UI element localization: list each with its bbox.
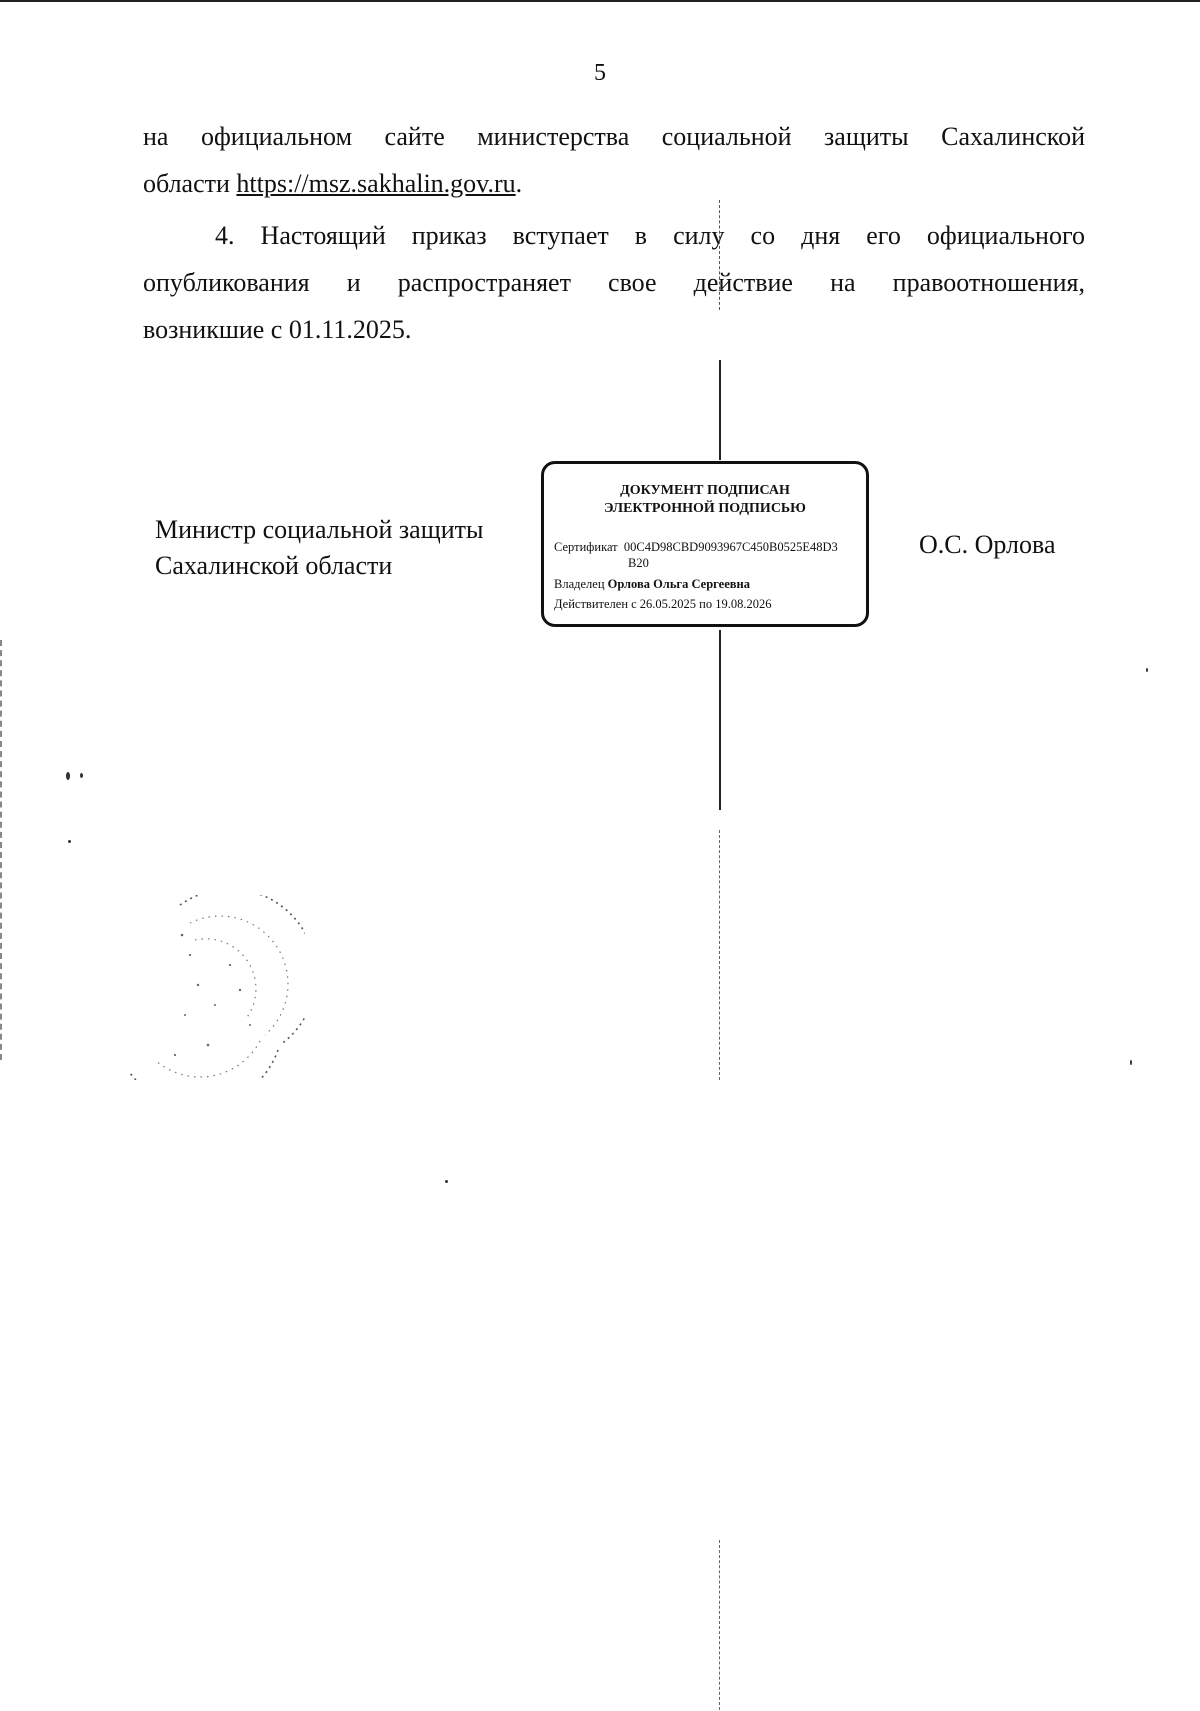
fold-line [719,360,721,460]
signatory-name: О.С. Орлова [919,530,1056,559]
paragraph-line: возникшие с 01.11.2025. [143,315,412,344]
electronic-signature-stamp [541,461,869,627]
owner-label: Владелец [554,577,605,591]
scan-speck [445,1180,448,1183]
fold-line [719,630,721,810]
fold-line [719,830,720,1080]
owner-value: Орлова Ольга Сергеевна [607,577,750,591]
scan-speck [1146,668,1148,672]
stamp-header [544,482,866,518]
top-border [0,0,1200,2]
paragraph-text: . [515,169,523,198]
fold-line [719,1540,720,1710]
certificate-label: Сертификат [554,540,618,554]
stamp-header-line: ДОКУМЕНТ ПОДПИСАН [620,483,790,498]
paragraph-line: опубликования и распространяет свое действие на правоотношения, [143,268,1085,297]
signatory-title [155,512,483,584]
stamp-certificate [554,539,838,555]
signatory-title-line: Министр социальной защиты [155,515,484,544]
stamp-certificate-continued: B20 [628,556,649,570]
scan-speck [80,773,83,778]
paragraph-line [143,160,1085,207]
scan-speck [66,772,70,780]
scan-edge-artifact [0,640,5,1060]
scan-speck [68,840,71,843]
paragraph-effective-date [143,212,1085,353]
stamp-header-line: ЭЛЕКТРОННОЙ ПОДПИСЬЮ [604,501,806,516]
paragraph-line: 4. Настоящий приказ вступает в силу со дня его официального [215,221,1085,250]
round-seal-icon [120,895,305,1080]
page-number: 5 [594,60,606,86]
paragraph-website [143,113,1085,207]
scan-speck [1130,1060,1132,1065]
certificate-value: 00C4D98CBD9093967C450B0525E48D3 [623,540,838,554]
stamp-owner [554,576,750,592]
fold-line [719,200,720,310]
signatory-title-line: Сахалинской области [155,551,393,580]
website-link[interactable]: https://msz.sakhalin.gov.ru [236,169,516,198]
paragraph-text: области [143,169,237,198]
paragraph-line: на официальном сайте министерства социальной защиты Сахалинской [143,122,1085,151]
stamp-validity: Действителен с 26.05.2025 по 19.08.2026 [554,597,772,611]
